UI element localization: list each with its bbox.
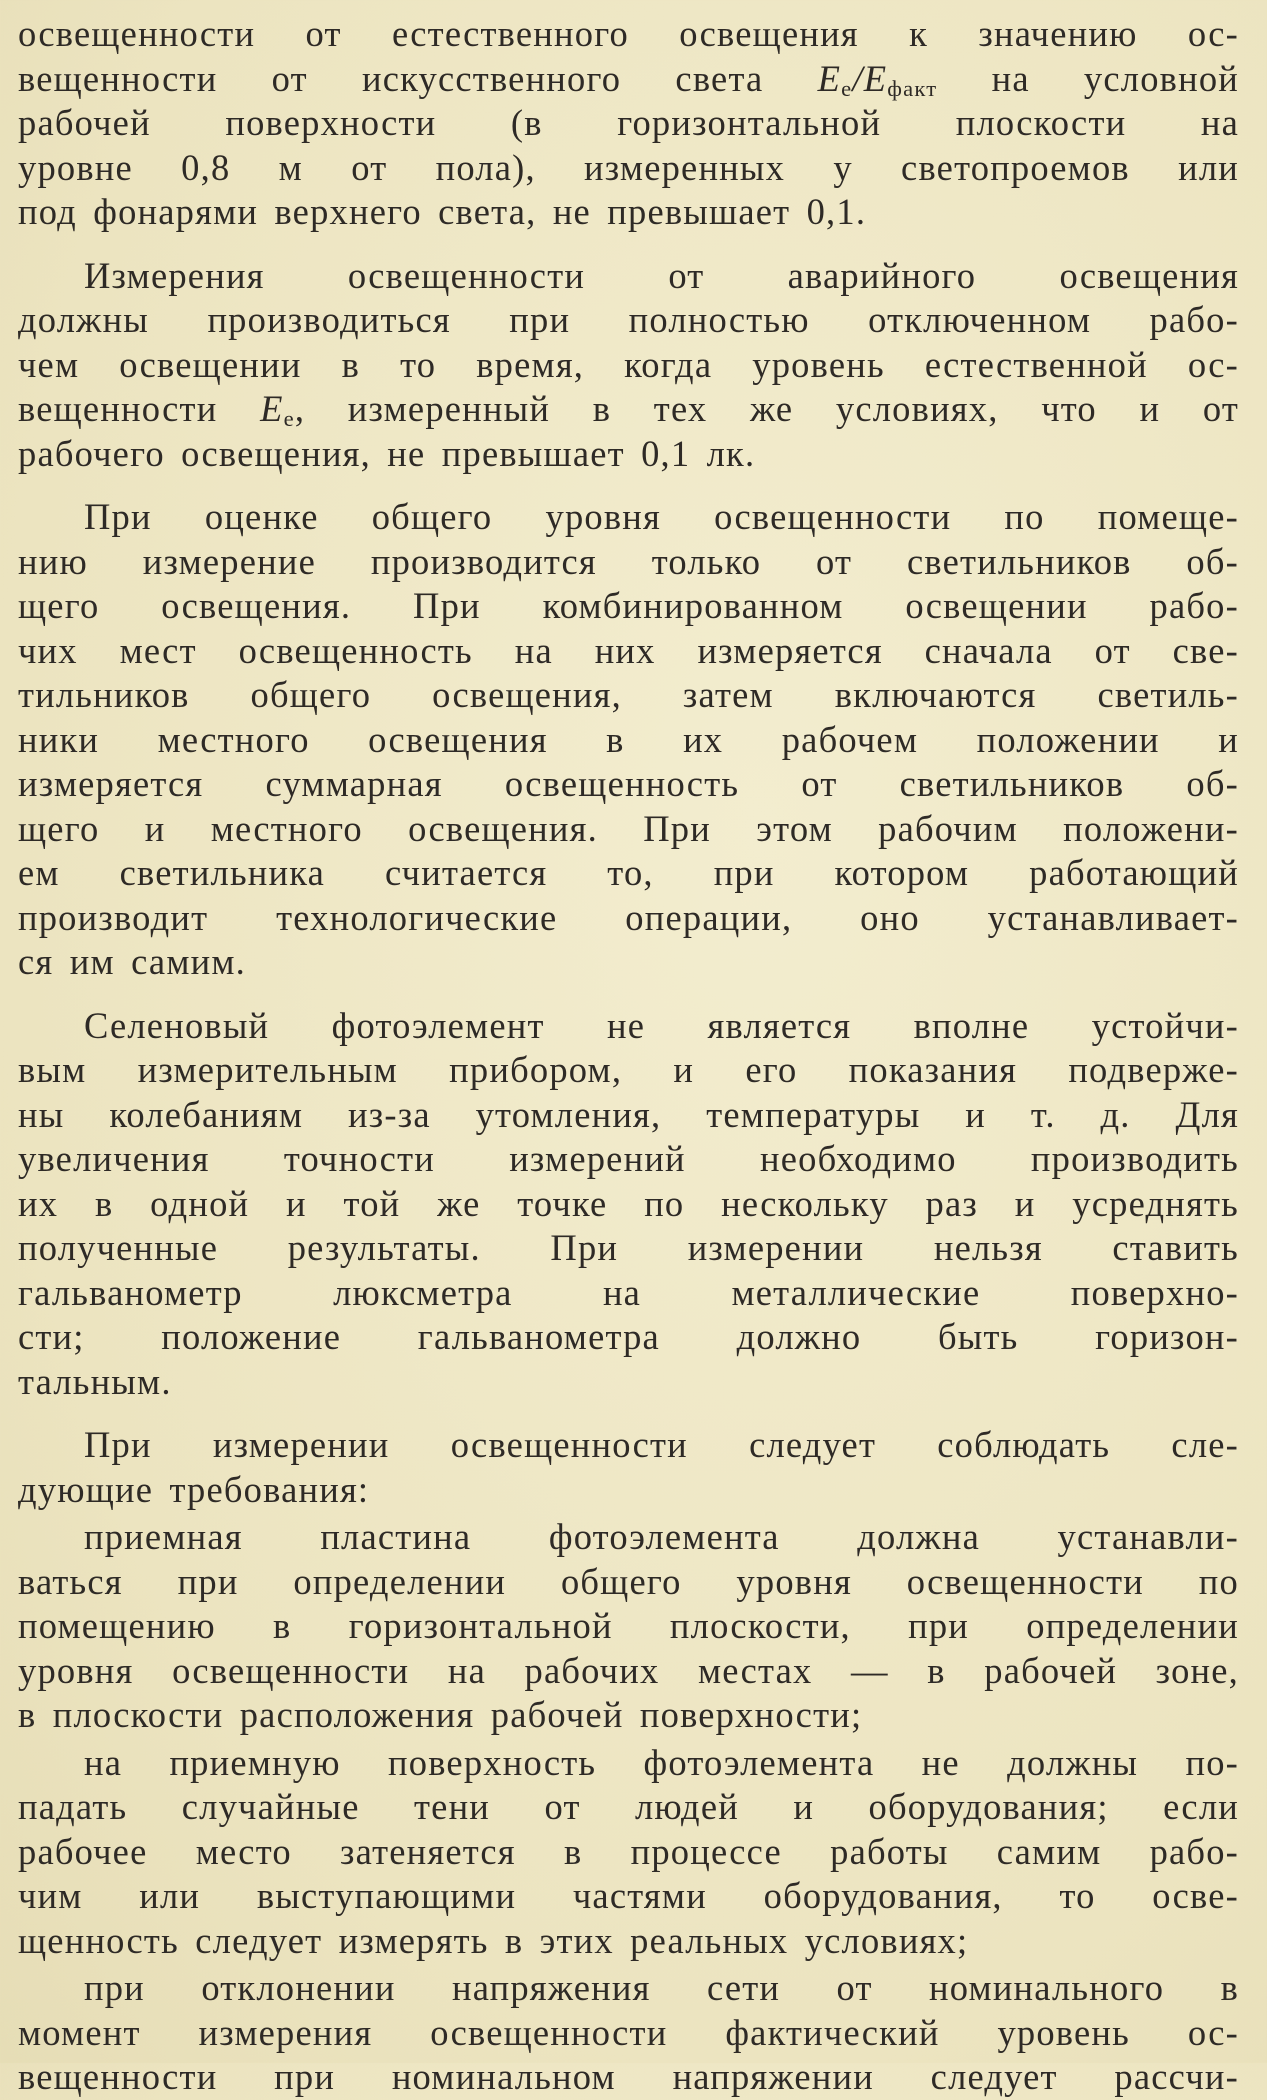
text-line: ся им самим.: [18, 941, 246, 982]
text-line: вым измерительным прибором, и его показания подверже-: [18, 1049, 1239, 1090]
text-line: при отклонении напряжения сети от номинального в: [84, 1967, 1239, 2008]
text-body: [18, 12, 1239, 2100]
text-line: ваться при определении общего уровня освещенности по: [18, 1560, 1239, 1602]
text-line: измеряется суммарная освещенность от светильников об-: [18, 763, 1239, 804]
text-line: момент измерения освещенности фактический уровень ос-: [18, 2011, 1239, 2053]
text-line: должны производиться при полностью отключенном рабо-: [18, 299, 1239, 340]
text-line: сти; положение гальванометра должно быть горизон-: [18, 1316, 1239, 1357]
text-line: их в одной и той же точке по нескольку раз и усреднять: [18, 1182, 1239, 1224]
text-line: освещенности от естественного освещения к значению ос-: [18, 13, 1239, 54]
text-line: тильников общего освещения, затем включаются светиль-: [18, 674, 1239, 715]
text-line: При оценке общего уровня освещенности по помеще-: [84, 496, 1239, 537]
text-line: ем светильника считается то, при котором работающий: [18, 852, 1239, 893]
paragraph-p6: [18, 1515, 1239, 1738]
paragraph-p1: [18, 12, 1239, 235]
text-line: щенность следует измерять в этих реальных условиях;: [18, 1919, 969, 1961]
text-line: тальным.: [18, 1360, 172, 1402]
text-line: ники местного освещения в их рабочем положении и: [18, 718, 1239, 760]
text-line: щего освещения. При комбинированном освещении рабо-: [18, 585, 1239, 626]
text-line: Селеновый фотоэлемент не является вполне устойчи-: [84, 1004, 1239, 1046]
text-line: вещенности от искусственного света $E_e/E_{факт}$ на условной: [18, 57, 1239, 101]
text-line: увеличения точности измерений необходимо производить: [18, 1138, 1239, 1179]
text-line: приемная пластина фотоэлемента должна устанавли-: [84, 1516, 1239, 1557]
text-line: нию измерение производится только от светильников об-: [18, 540, 1239, 582]
text-line: рабочей поверхности (в горизонтальной плоскости на: [18, 102, 1239, 143]
paragraph-p5: [18, 1423, 1239, 1512]
text-line: Измерения освещенности от аварийного освещения: [84, 254, 1239, 296]
paragraph-p8: [18, 1966, 1239, 2100]
text-line: на приемную поверхность фотоэлемента не должны по-: [84, 1741, 1239, 1783]
text-line: вещенности при номинальном напряжении следует рассчи-: [18, 2056, 1239, 2097]
text-line: чим или выступающими частями оборудования, то осве-: [18, 1875, 1239, 1916]
text-line: рабочее место затеняется в процессе работы самим рабо-: [18, 1830, 1239, 1872]
text-line: уровне 0,8 м от пола), измеренных у светопроемов или: [18, 146, 1239, 188]
text-line: чих мест освещенность на них измеряется сначала от све-: [18, 629, 1239, 671]
text-line: чем освещении в то время, когда уровень естественной ос-: [18, 343, 1239, 385]
text-line: помещению в горизонтальной плоскости, при определении: [18, 1605, 1239, 1646]
paragraph-p7: [18, 1741, 1239, 1964]
text-line: ны колебаниям из-за утомления, температуры и т. д. Для: [18, 1093, 1239, 1135]
text-line: При измерении освещенности следует соблюдать сле-: [84, 1424, 1239, 1465]
paragraph-p4: [18, 1004, 1239, 1405]
paragraph-p2: [18, 254, 1239, 477]
text-line: производит технологические операции, оно устанавливает-: [18, 896, 1239, 938]
text-line: полученные результаты. При измерении нельзя ставить: [18, 1227, 1239, 1268]
paragraph-p3: [18, 495, 1239, 985]
text-line: под фонарями верхнего света, не превышает 0,1.: [18, 191, 867, 232]
text-line: гальванометр люксметра на металлические поверхно-: [18, 1271, 1239, 1313]
text-line: в плоскости расположения рабочей поверхности;: [18, 1694, 863, 1735]
text-line: вещенности $E_e$, измеренный в тех же условиях, что и от: [18, 388, 1239, 431]
text-line: дующие требования:: [18, 1468, 370, 1510]
text-line: рабочего освещения, не превышает 0,1 лк.: [18, 432, 756, 474]
text-line: уровня освещенности на рабочих местах — в рабочей зоне,: [18, 1649, 1239, 1691]
text-line: щего и местного освещения. При этом рабочим положени-: [18, 807, 1239, 849]
text-line: падать случайные тени от людей и оборудования; если: [18, 1786, 1239, 1827]
